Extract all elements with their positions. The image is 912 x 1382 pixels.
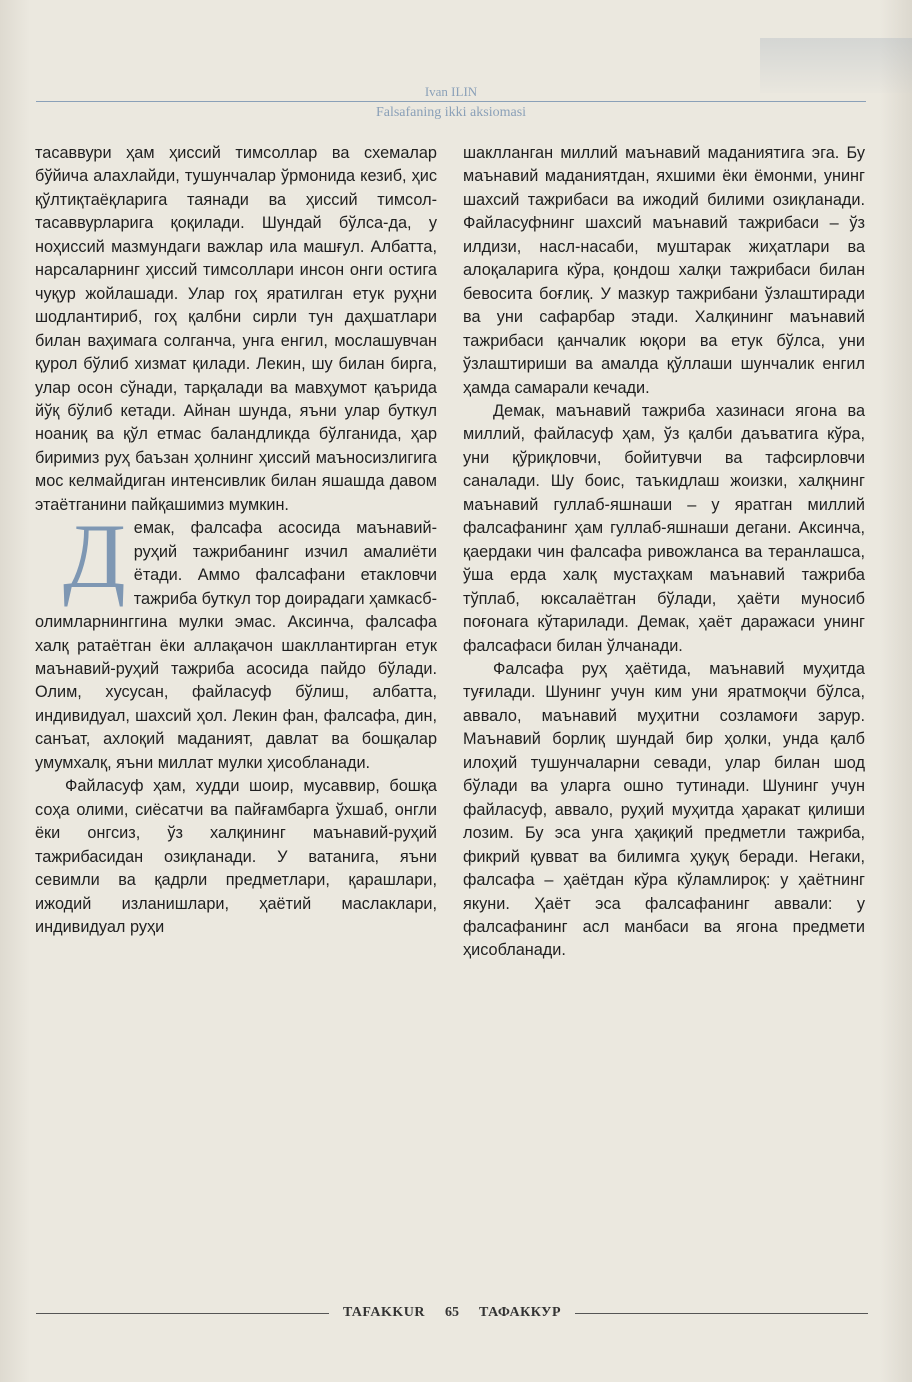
- page-number: 65: [445, 1305, 460, 1320]
- right-column: [463, 142, 865, 963]
- footer-label-latin: TAFAKKUR: [342, 1305, 426, 1320]
- left-paragraph-3: Файласуф ҳам, худди шоир, мусаввир, бошқа соҳа олими, сиёсатчи ва пайғамбарга ўхшаб, онгли ёки онгсиз, ўз халқининг маънавий-руҳий тажрибасидан озиқланади. У ватанига, яъни севимли ва қадрли предметлари, қарашлари, ижодий изланишлари, ҳаётий маслаклари, индивидуал руҳи: [35, 777, 437, 936]
- header-author: Ivan ILIN: [424, 84, 478, 99]
- running-header: [36, 84, 866, 122]
- footer-rule-right: [575, 1313, 868, 1314]
- left-column: [35, 142, 437, 939]
- right-paragraph-3: Фалсафа руҳ ҳаётида, маънавий муҳитда туғилади. Шунинг учун ким уни яратмоқчи бўлса, аввало, маънавий муҳитни созламоғи зарур. Маънавий борлиқ шундай бир ҳолки, унда қалб илоҳий тушунчаларни севади, улар билан шод бўлади ва уларга ошно тутинади. Шунинг учун файласуф, аввало, руҳий муҳитда ҳаракат қилиши лозим. Бу эса унга ҳақиқий предметли тажриба, фикрий қувват ва билимга ҳуқуқ беради. Негаки, фалсафа – ҳаётдан кўра кўламлироқ: у ҳаётнинг якуни. Ҳаёт эса фалсафанинг аввали: у фалсафанинг асл манбаси ва ягона предмети ҳисобланади.: [463, 659, 865, 960]
- footer-rule-left: [36, 1313, 329, 1314]
- footer-label-cyrillic: ТАФАККУР: [479, 1305, 562, 1320]
- header-title: Falsafaning ikki aksiomasi: [375, 105, 527, 120]
- right-paragraph-1: шаклланган миллий маънавий маданиятига эга. Бу маънавий маданиятдан, яхшими ёки ёмонми, унинг шахсий тажрибаси ва ижодий билими озиқланади. Файласуфнинг шахсий маънавий тажрибаси – ўз илдизи, насл-насаби, муштарак жиҳатлари ва алоқаларига кўра, қондош халқи тажрибаси билан бевосита боғлиқ. У мазкур тажрибани ўзлаштиради ва уни сафарбар этади. Халқининг маънавий тажрибаси қанчалик юқори ва етук бўлса, уни ўзлаштириши ва амалда қўллаши шунчалик енгил ҳамда самарали кечади.: [463, 144, 865, 397]
- left-paragraph-2-text: емак, фалсафа асосида маънавий-руҳий тажрибанинг изчил амалиёти ётади. Аммо фалсафани етакловчи тажриба буткул тор доирадаги ҳамкасб-олимларнинггина мулки эмас. Аксинча, фалсафа халқ ратаётган ёки аллақачон шакллантирган етук маънавий-руҳий тажриба асосида пайдо бўлади. Олим, хусусан, файласуф бўлиш, албатта, индивидуал, шахсий ҳол. Лекин фан, фалсафа, дин, санъат, ахлоқий маданият, давлат ва бошқалар умумхалқ, яъни миллат мулки ҳисобланади.: [35, 519, 437, 772]
- left-paragraph-2: [35, 505, 437, 775]
- right-paragraph-2: Демак, маънавий тажриба хазинаси ягона ва миллий, файласуф ҳам, ўз қалби даъватига кўра, уни қўриқловчи, бойитувчи ва тафсирловчи саналади. Шу боис, таъкидлаш жоизки, халқнинг маънавий гуллаб-яшнаши – у яратган миллий фалсафанинг ҳам гуллаб-яшнаши дегани. Аксинча, қаердаки чин фалсафа ривожланса ва теранлашса, ўша ерда халқ мустаҳкам маънавий тажриба тўплаб, юксалаётган бўлади, ҳаёти муносиб поғонага кўтарилади. Демак, ҳаёт даражаси унинг фалсафаси билан ўлчанади.: [463, 401, 865, 655]
- page-footer: [36, 1298, 868, 1328]
- left-paragraph-1: тасаввури ҳам ҳиссий тимсоллар ва схемалар бўйича алахлайди, тушунчалар ўрмонида кезиб, ҳис қўлтиқтаёқларига таянади ва ҳиссий тимсол-тасаввурларига қоқилади. Шундай бўлса-да, у ноҳиссий мазмундаги важлар ила машғул. Албатта, нарсаларнинг ҳиссий тимсоллари инсон онги остига чуқур жойлашади. Улар гоҳ яратилган етук руҳни шодлантириб, гоҳ қалбни сирли тун даҳшатлари билан ваҳимага солганча, унга енгил, мослашувчан қурол бўлиб хизмат қилади. Лекин, шу билан бирга, улар осон сўнади, тарқалади ва мавҳумот қаърида йўқ бўлиб кетади. Айнан шунда, яъни улар буткул ноаниқ ва қўл етмас баландликда бўлганида, ҳар биримиз руҳ баъзан ҳолнинг ҳиссий маъносизлигига мос келмайдиган интенсивлик билан яшашда давом этаётганини пайқашимиз мумкин.: [35, 144, 437, 514]
- drop-cap: Д: [63, 505, 126, 608]
- header-rule: [36, 101, 866, 102]
